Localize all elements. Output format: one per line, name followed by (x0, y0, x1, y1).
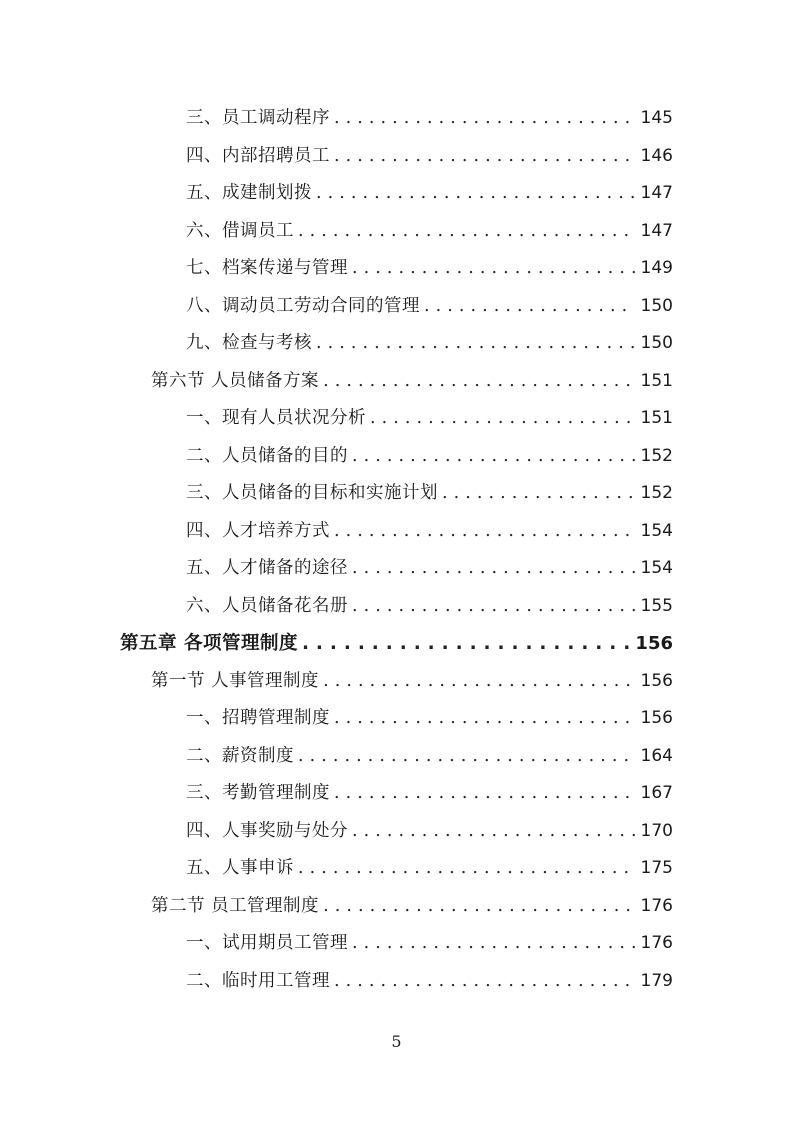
toc-entry-label: 四、内部招聘员工 (186, 145, 330, 166)
toc-entry-page: 151 (640, 408, 673, 428)
toc-entry[interactable] (186, 813, 673, 850)
toc-entry-label: 二、临时用工管理 (186, 970, 330, 991)
toc-entry-page: 149 (640, 258, 673, 278)
toc-entry-page: 146 (640, 145, 673, 166)
toc-entry-label: 第五章 各项管理制度 (120, 633, 298, 654)
toc-section-entry[interactable] (151, 363, 673, 400)
toc-entry-label: 六、借调员工 (186, 220, 294, 241)
toc-entry-page: 170 (640, 820, 673, 841)
toc-entry-page: 167 (640, 783, 673, 803)
dot-leader (352, 588, 635, 625)
dot-leader (352, 813, 635, 850)
toc-entry-page: 156 (640, 670, 673, 691)
page-number: 5 (391, 1032, 402, 1051)
toc-entry-label: 四、人事奖励与处分 (186, 820, 348, 841)
toc-entry-page: 155 (640, 595, 673, 616)
toc-entry-label: 第六节 人员储备方案 (151, 370, 320, 391)
toc-entry-label: 六、人员储备花名册 (186, 595, 348, 616)
dot-leader (316, 175, 635, 212)
toc-entry-page: 154 (640, 520, 673, 541)
dot-leader (298, 850, 635, 887)
dot-leader (323, 663, 634, 700)
toc-entry-label: 三、考勤管理制度 (186, 783, 330, 803)
dot-leader (323, 888, 634, 925)
toc-entry-page: 164 (640, 745, 673, 766)
dot-leader (352, 250, 635, 287)
toc-entry[interactable] (186, 175, 673, 212)
toc-entry[interactable] (186, 213, 673, 250)
toc-entry-label: 第一节 人事管理制度 (151, 670, 320, 691)
toc-entry-page: 156 (640, 708, 673, 728)
toc-entry[interactable] (186, 550, 673, 587)
toc-entry[interactable] (186, 775, 673, 812)
dot-leader (352, 925, 635, 962)
dot-leader (316, 325, 635, 362)
toc-entry-label: 二、薪资制度 (186, 745, 294, 766)
toc-entry[interactable] (186, 475, 673, 512)
dot-leader (298, 738, 635, 775)
toc-entry-label: 九、检查与考核 (186, 333, 312, 353)
toc-entry-page: 145 (640, 108, 673, 128)
toc-entry[interactable] (186, 925, 673, 962)
toc-entry-label: 五、人才储备的途径 (186, 558, 348, 578)
dot-leader (334, 100, 635, 137)
toc-section-entry[interactable] (151, 663, 673, 700)
toc-entry-label: 二、人员储备的目的 (186, 445, 348, 466)
toc-entry[interactable] (186, 325, 673, 362)
dot-leader (442, 475, 635, 512)
dot-leader (334, 963, 635, 1000)
toc-entry-label: 四、人才培养方式 (186, 520, 330, 541)
toc-entry[interactable] (186, 288, 673, 325)
toc-entry-page: 175 (640, 858, 673, 878)
toc-entry-label: 一、现有人员状况分析 (186, 408, 366, 428)
dot-leader (370, 400, 635, 437)
toc-entry-label: 八、调动员工劳动合同的管理 (186, 295, 420, 316)
dot-leader (323, 363, 634, 400)
toc-entry-page: 179 (640, 970, 673, 991)
dot-leader (334, 775, 635, 812)
toc-entry[interactable] (186, 700, 673, 737)
toc-entry-page: 154 (640, 558, 673, 578)
dot-leader (352, 438, 635, 475)
toc-entry-page: 147 (640, 220, 673, 241)
toc-entry[interactable] (186, 438, 673, 475)
toc-entry-label: 三、人员储备的目标和实施计划 (186, 483, 438, 503)
toc-entry[interactable] (186, 588, 673, 625)
toc-entry-page: 152 (640, 445, 673, 466)
toc-entry[interactable] (186, 250, 673, 287)
toc-entry-page: 147 (640, 183, 673, 203)
dot-leader (352, 550, 635, 587)
toc-chapter-entry[interactable] (120, 625, 673, 662)
toc-entry-label: 五、人事申诉 (186, 858, 294, 878)
toc-entry-label: 第二节 员工管理制度 (151, 895, 320, 916)
toc-entry-page: 150 (640, 295, 673, 316)
toc-entry-page: 152 (640, 483, 673, 503)
toc-entry[interactable] (186, 850, 673, 887)
dot-leader (298, 213, 635, 250)
toc-entry-page: 150 (640, 333, 673, 353)
toc-entry[interactable] (186, 400, 673, 437)
toc-entry-page: 156 (635, 633, 673, 654)
toc-entry[interactable] (186, 963, 673, 1000)
dot-leader (334, 138, 635, 175)
toc-entry[interactable] (186, 738, 673, 775)
toc-entry-label: 七、档案传递与管理 (186, 258, 348, 278)
toc-entry-label: 五、成建制划拨 (186, 183, 312, 203)
toc-entry-label: 一、招聘管理制度 (186, 708, 330, 728)
toc-entry[interactable] (186, 513, 673, 550)
toc-entry[interactable] (186, 138, 673, 175)
toc-entry-page: 176 (640, 895, 673, 916)
dot-leader (334, 700, 635, 737)
toc-section-entry[interactable] (151, 888, 673, 925)
dot-leader (334, 513, 635, 550)
dot-leader (424, 288, 635, 325)
toc-entry-label: 三、员工调动程序 (186, 108, 330, 128)
toc-entry[interactable] (186, 100, 673, 137)
toc-entry-label: 一、试用期员工管理 (186, 933, 348, 953)
toc-entry-page: 151 (640, 370, 673, 391)
dot-leader (302, 625, 629, 662)
toc-entry-page: 176 (640, 933, 673, 953)
